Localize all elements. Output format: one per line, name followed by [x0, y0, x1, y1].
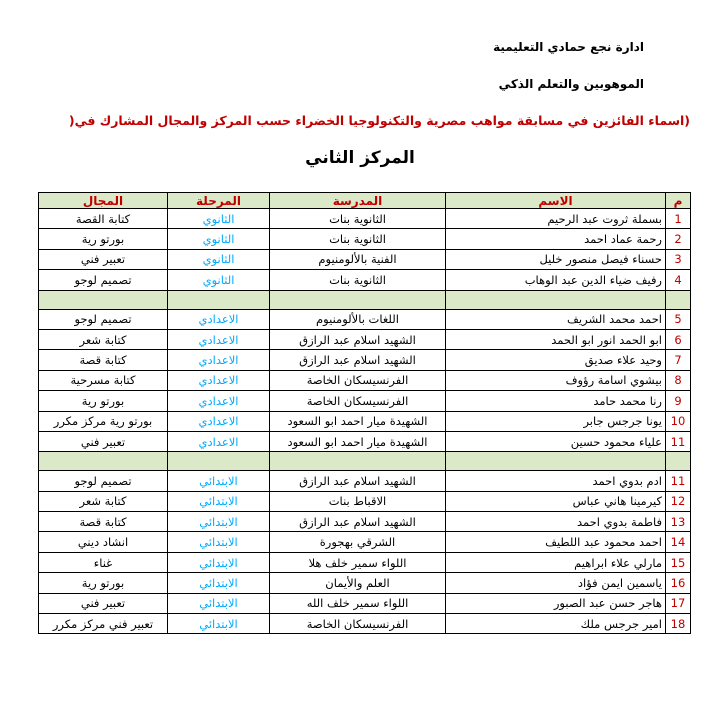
column-header-name: الاسم [446, 193, 666, 209]
cell-school: العلم والأيمان [270, 573, 446, 593]
cell-field: كتابة شعر [39, 491, 168, 511]
cell-num: 7 [666, 350, 691, 370]
separator-cell [666, 290, 691, 309]
table-row [39, 391, 691, 411]
cell-name: ياسمين ايمن فؤاد [446, 573, 666, 593]
cell-stage: الثانوي [168, 209, 270, 229]
cell-name: احمد محمود عبد اللطيف [446, 532, 666, 552]
cell-field: تصميم لوجو [39, 309, 168, 329]
table-row [39, 309, 691, 329]
competition-title: (اسماء الفائزين في مسابقة مواهب مصرية والتكنولوجيا الخضراء حسب المركز والمجال المشارك في( [68, 113, 690, 128]
cell-name: مارلي علاء ابراهيم [446, 552, 666, 572]
cell-field: تعبير فني [39, 249, 168, 269]
cell-name: احمد محمد الشريف [446, 309, 666, 329]
cell-field: تعبير فني مركز مكرر [39, 614, 168, 634]
cell-field: بورتو رية [39, 573, 168, 593]
section-separator-row [39, 290, 691, 309]
cell-name: فاطمة بدوي احمد [446, 512, 666, 532]
cell-num: 4 [666, 270, 691, 290]
cell-num: 6 [666, 329, 691, 349]
cell-school: الفرنسيسكان الخاصة [270, 391, 446, 411]
table-row [39, 411, 691, 431]
cell-name: كيرمينا هاني عباس [446, 491, 666, 511]
column-header-field: المجال [39, 193, 168, 209]
cell-num: 18 [666, 614, 691, 634]
cell-school: الاقباط بنات [270, 491, 446, 511]
table-row [39, 370, 691, 390]
cell-name: رفيف ضياء الدين عبد الوهاب [446, 270, 666, 290]
separator-cell [168, 452, 270, 471]
cell-field: غناء [39, 552, 168, 572]
cell-stage: الاعدادي [168, 391, 270, 411]
cell-stage: الابتدائي [168, 471, 270, 491]
cell-school: الشهيد اسلام عبد الرازق [270, 329, 446, 349]
cell-field: تصميم لوجو [39, 270, 168, 290]
cell-num: 16 [666, 573, 691, 593]
cell-name: هاجر حسن عبد الصبور [446, 593, 666, 613]
table-row [39, 512, 691, 532]
table-row [39, 593, 691, 613]
table-row [39, 532, 691, 552]
cell-school: اللواء سمير خلف الله [270, 593, 446, 613]
cell-stage: الابتدائي [168, 532, 270, 552]
cell-field: كتابة قصة [39, 512, 168, 532]
cell-field: كتابة مسرحية [39, 370, 168, 390]
cell-name: وحيد علاء صديق [446, 350, 666, 370]
cell-num: 9 [666, 391, 691, 411]
cell-stage: الابتدائي [168, 614, 270, 634]
cell-school: الشهيدة ميار احمد ابو السعود [270, 411, 446, 431]
table-row [39, 229, 691, 249]
cell-num: 5 [666, 309, 691, 329]
cell-stage: الاعدادي [168, 411, 270, 431]
column-header-number: م [666, 193, 691, 209]
cell-num: 2 [666, 229, 691, 249]
table-row [39, 431, 691, 451]
winners-table [38, 192, 691, 634]
table-row [39, 209, 691, 229]
cell-num: 3 [666, 249, 691, 269]
cell-num: 10 [666, 411, 691, 431]
cell-num: 15 [666, 552, 691, 572]
cell-stage: الابتدائي [168, 593, 270, 613]
column-header-school: المدرسة [270, 193, 446, 209]
cell-stage: الثانوي [168, 270, 270, 290]
cell-num: 11 [666, 471, 691, 491]
separator-cell [270, 452, 446, 471]
table-header-row [39, 193, 691, 209]
cell-num: 11 [666, 431, 691, 451]
cell-stage: الابتدائي [168, 512, 270, 532]
cell-school: الفنية بالألومنيوم [270, 249, 446, 269]
cell-name: حسناء فيصل منصور خليل [446, 249, 666, 269]
cell-num: 12 [666, 491, 691, 511]
table-row [39, 471, 691, 491]
table-row [39, 552, 691, 572]
cell-name: بسملة ثروت عبد الرحيم [446, 209, 666, 229]
table-row [39, 270, 691, 290]
cell-school: الفرنسيسكان الخاصة [270, 370, 446, 390]
cell-name: علياء محمود حسين [446, 431, 666, 451]
cell-num: 13 [666, 512, 691, 532]
cell-name: ادم بدوي احمد [446, 471, 666, 491]
cell-field: كتابة شعر [39, 329, 168, 349]
cell-school: الشهيد اسلام عبد الرازق [270, 350, 446, 370]
cell-school: الشهيد اسلام عبد الرازق [270, 512, 446, 532]
table-body [39, 209, 691, 634]
cell-school: الثانوية بنات [270, 209, 446, 229]
cell-name: ابو الحمد انور ابو الحمد [446, 329, 666, 349]
cell-stage: الثانوي [168, 229, 270, 249]
cell-num: 14 [666, 532, 691, 552]
cell-field: بورتو رية [39, 229, 168, 249]
separator-cell [446, 452, 666, 471]
section-separator-row [39, 452, 691, 471]
cell-num: 1 [666, 209, 691, 229]
cell-field: تصميم لوجو [39, 471, 168, 491]
cell-stage: الابتدائي [168, 573, 270, 593]
cell-field: كتابة القصة [39, 209, 168, 229]
separator-cell [168, 290, 270, 309]
cell-stage: الاعدادي [168, 370, 270, 390]
department-title: الموهوبين والتعلم الذكي [498, 77, 644, 91]
column-header-stage: المرحلة [168, 193, 270, 209]
cell-name: رحمة عماد احمد [446, 229, 666, 249]
separator-cell [39, 290, 168, 309]
rank-title: المركز الثاني [305, 148, 415, 168]
cell-stage: الاعدادي [168, 431, 270, 451]
cell-school: الشهيدة ميار احمد ابو السعود [270, 431, 446, 451]
table-row [39, 614, 691, 634]
table-row [39, 350, 691, 370]
cell-num: 17 [666, 593, 691, 613]
cell-school: اللواء سمير خلف هلا [270, 552, 446, 572]
cell-school: الفرنسيسكان الخاصة [270, 614, 446, 634]
table-row [39, 573, 691, 593]
cell-field: كتابة قصة [39, 350, 168, 370]
cell-field: تعبير فني [39, 593, 168, 613]
cell-name: امير جرجس ملك [446, 614, 666, 634]
cell-stage: الاعدادي [168, 329, 270, 349]
cell-stage: الثانوي [168, 249, 270, 269]
admin-title: ادارة نجع حمادي التعليمية [493, 40, 644, 54]
cell-field: بورتو رية [39, 391, 168, 411]
table-row [39, 491, 691, 511]
cell-school: الثانوية بنات [270, 270, 446, 290]
cell-field: بورتو رية مركز مكرر [39, 411, 168, 431]
table-row [39, 329, 691, 349]
cell-school: الشرقي بهجورة [270, 532, 446, 552]
table-row [39, 249, 691, 269]
separator-cell [666, 452, 691, 471]
cell-school: الشهيد اسلام عبد الرازق [270, 471, 446, 491]
cell-stage: الاعدادي [168, 350, 270, 370]
cell-stage: الاعدادي [168, 309, 270, 329]
cell-field: انشاد ديني [39, 532, 168, 552]
separator-cell [39, 452, 168, 471]
cell-name: بيشوي اسامة رؤوف [446, 370, 666, 390]
cell-stage: الابتدائي [168, 552, 270, 572]
separator-cell [270, 290, 446, 309]
cell-school: الثانوية بنات [270, 229, 446, 249]
cell-school: اللغات بالألومنيوم [270, 309, 446, 329]
cell-name: رنا محمد حامد [446, 391, 666, 411]
cell-num: 8 [666, 370, 691, 390]
separator-cell [446, 290, 666, 309]
cell-field: تعبير فني [39, 431, 168, 451]
cell-stage: الابتدائي [168, 491, 270, 511]
cell-name: يونا جرجس جابر [446, 411, 666, 431]
